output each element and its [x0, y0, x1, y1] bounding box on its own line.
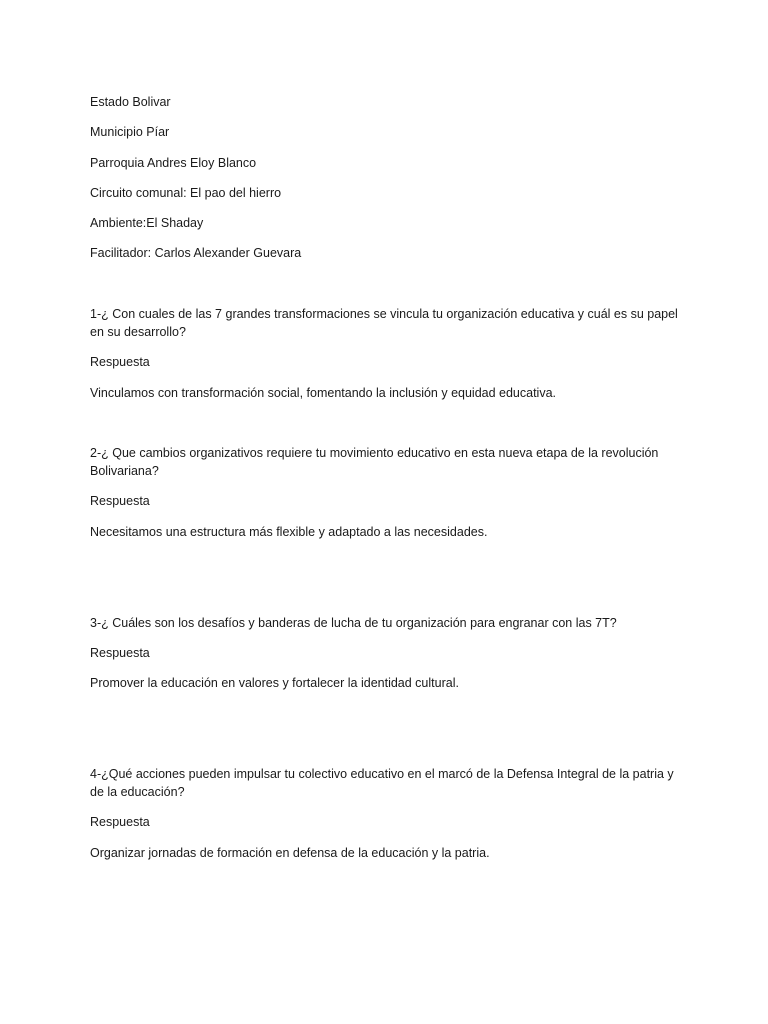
question-4: 4-¿Qué acciones pueden impulsar tu colectivo educativo en el marcó de la Defensa Integral de la patria y de la educación? — [90, 767, 674, 799]
answer-3: Promover la educación en valores y fortalecer la identidad cultural. — [90, 676, 459, 690]
answer-2: Necesitamos una estructura más flexible y adaptado a las necesidades. — [90, 525, 488, 539]
header-ambiente: Ambiente:El Shaday — [90, 216, 204, 230]
question-1: 1-¿ Con cuales de las 7 grandes transformaciones se vincula tu organización educativa y cuál es su papel en su desarrollo? — [90, 307, 678, 339]
answer-label-4: Respuesta — [90, 815, 150, 829]
header-parroquia: Parroquia Andres Eloy Blanco — [90, 156, 257, 170]
header-circuito: Circuito comunal: El pao del hierro — [90, 186, 282, 200]
question-3: 3-¿ Cuáles son los desafíos y banderas de lucha de tu organización para engranar con las 7T? — [90, 616, 617, 630]
header-facilitador: Facilitador: Carlos Alexander Guevara — [90, 246, 302, 260]
question-2: 2-¿ Que cambios organizativos requiere tu movimiento educativo en esta nueva etapa de la revolución Bolivariana? — [90, 446, 659, 478]
header-municipio: Municipio Píar — [90, 125, 170, 139]
answer-1: Vinculamos con transformación social, fomentando la inclusión y equidad educativa. — [90, 386, 557, 400]
answer-4: Organizar jornadas de formación en defensa de la educación y la patria. — [90, 846, 490, 860]
header-estado: Estado Bolivar — [90, 95, 171, 109]
answer-label-1: Respuesta — [90, 355, 150, 369]
answer-label-2: Respuesta — [90, 494, 150, 508]
answer-label-3: Respuesta — [90, 646, 150, 660]
